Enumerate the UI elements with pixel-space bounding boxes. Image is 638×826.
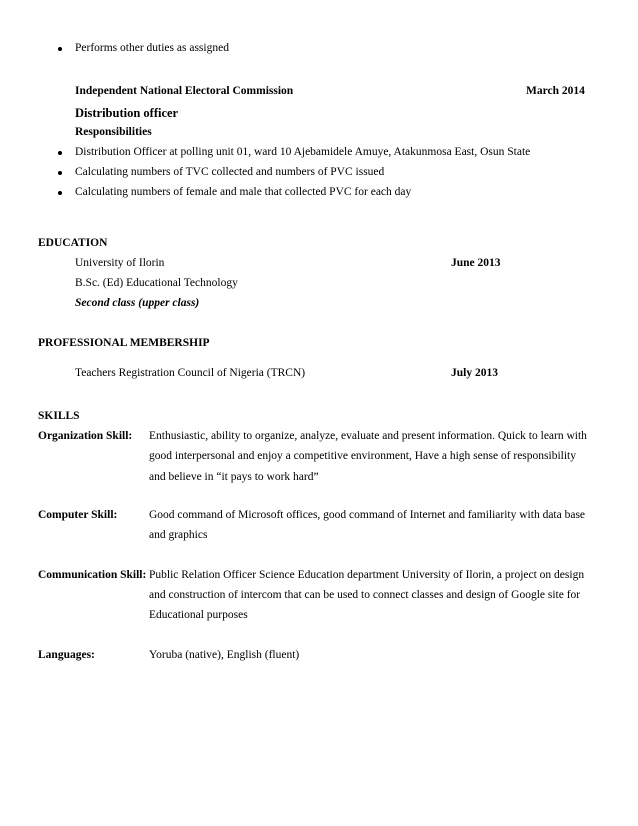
bullet-icon [58,191,62,195]
membership-heading: PROFESSIONAL MEMBERSHIP [38,337,210,349]
employment-date: March 2014 [526,85,585,97]
bullet-icon [58,171,62,175]
communication-skill-text: and construction of intercom that can be used to connect classes and design of Google site for [149,589,581,601]
employer-name: Independent National Electoral Commission [75,85,294,97]
education-degree: B.Sc. (Ed) Educational Technology [75,277,238,289]
prev-duty-item: Performs other duties as assigned [75,42,229,54]
computer-skill-label: Computer Skill: [38,509,118,521]
organization-skill-text: Enthusiastic, ability to organize, analyze, evaluate and present information. Quick to learn with [149,430,587,442]
organization-skill-text: good interpersonal and enjoy a competitive environment, Have a high sense of responsibility [149,450,576,462]
communication-skill-label: Communication Skill: [38,569,147,581]
membership-date: July 2013 [451,367,498,379]
computer-skill-text: Good command of Microsoft offices, good command of Internet and familiarity with data base [149,509,586,521]
organization-skill-label: Organization Skill: [38,430,133,442]
computer-skill-text: and graphics [149,529,208,541]
communication-skill-text: Public Relation Officer Science Education department University of Ilorin, a project on design [149,569,585,581]
education-institution: University of Ilorin [75,257,165,269]
education-heading: EDUCATION [38,237,108,249]
responsibility-item: Calculating numbers of TVC collected and numbers of PVC issued [75,166,385,178]
responsibilities-heading: Responsibilities [75,126,152,138]
responsibility-item: Calculating numbers of female and male that collected PVC for each day [75,186,412,198]
position-title: Distribution officer [75,106,179,120]
organization-skill-text: and believe in “it pays to work hard” [149,471,319,483]
membership-organization: Teachers Registration Council of Nigeria (TRCN) [75,367,306,379]
communication-skill-text: Educational purposes [149,609,248,621]
languages-label: Languages: [38,649,95,661]
bullet-icon [58,151,62,155]
skills-heading: SKILLS [38,410,80,422]
education-date: June 2013 [451,257,501,269]
bullet-icon [58,47,62,51]
languages-text: Yoruba (native), English (fluent) [149,649,300,661]
education-grade: Second class (upper class) [75,297,200,309]
responsibility-item: Distribution Officer at polling unit 01, ward 10 Ajebamidele Amuye, Atakunmosa East, Osun State [75,146,531,158]
